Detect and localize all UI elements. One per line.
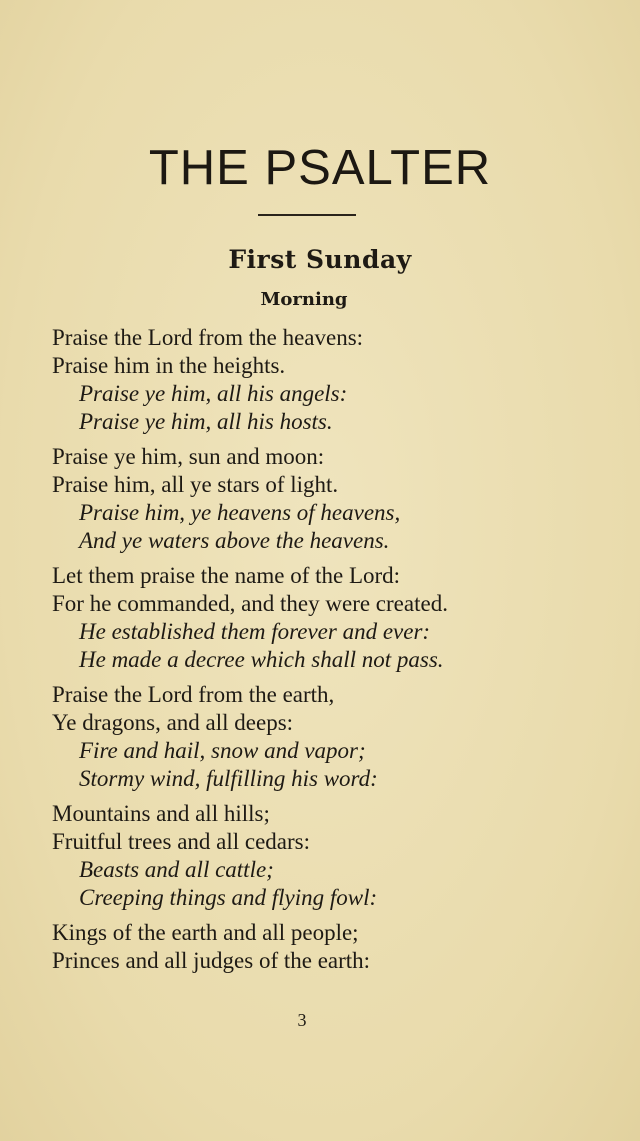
verse-line: Mountains and all hills; <box>52 801 270 826</box>
stanza <box>52 443 622 555</box>
verse-line: Praise him, all ye stars of light. <box>52 472 339 497</box>
stanza <box>52 324 622 436</box>
verse-line: Let them praise the name of the Lord: <box>52 563 401 588</box>
response-line: Praise ye him, all his angels: <box>79 381 348 406</box>
response-line: Praise him, ye heavens of heavens, <box>79 500 401 525</box>
stanza <box>52 919 622 975</box>
page-title: THE PSALTER <box>148 141 492 195</box>
verse-line: Ye dragons, and all deeps: <box>52 710 294 735</box>
verse-line: Praise him in the heights. <box>52 353 286 378</box>
verse-line: For he commanded, and they were created. <box>52 591 448 616</box>
psalm-text <box>52 324 622 982</box>
response-line: Fire and hail, snow and vapor; <box>79 738 366 763</box>
verse-line: Praise ye him, sun and moon: <box>52 444 325 469</box>
verse-line: Praise the Lord from the heavens: <box>52 325 364 350</box>
day-heading: First Sunday <box>228 245 412 274</box>
stanza <box>52 562 622 674</box>
response-line: He made a decree which shall not pass. <box>79 647 444 672</box>
verse-line: Kings of the earth and all people; <box>52 920 359 945</box>
verse-line: Princes and all judges of the earth: <box>52 948 371 973</box>
response-line: Creeping things and flying fowl: <box>79 885 378 910</box>
stanza <box>52 681 622 793</box>
time-heading: Morning <box>260 289 348 310</box>
verse-line: Fruitful trees and all cedars: <box>52 829 311 854</box>
response-line: Beasts and all cattle; <box>79 857 274 882</box>
title-divider <box>258 214 356 216</box>
response-line: He established them forever and ever: <box>79 619 431 644</box>
page-number: 3 <box>297 1010 307 1030</box>
verse-line: Praise the Lord from the earth, <box>52 682 335 707</box>
response-line: Stormy wind, fulfilling his word: <box>79 766 378 791</box>
response-line: Praise ye him, all his hosts. <box>79 409 333 434</box>
response-line: And ye waters above the heavens. <box>79 528 390 553</box>
stanza <box>52 800 622 912</box>
